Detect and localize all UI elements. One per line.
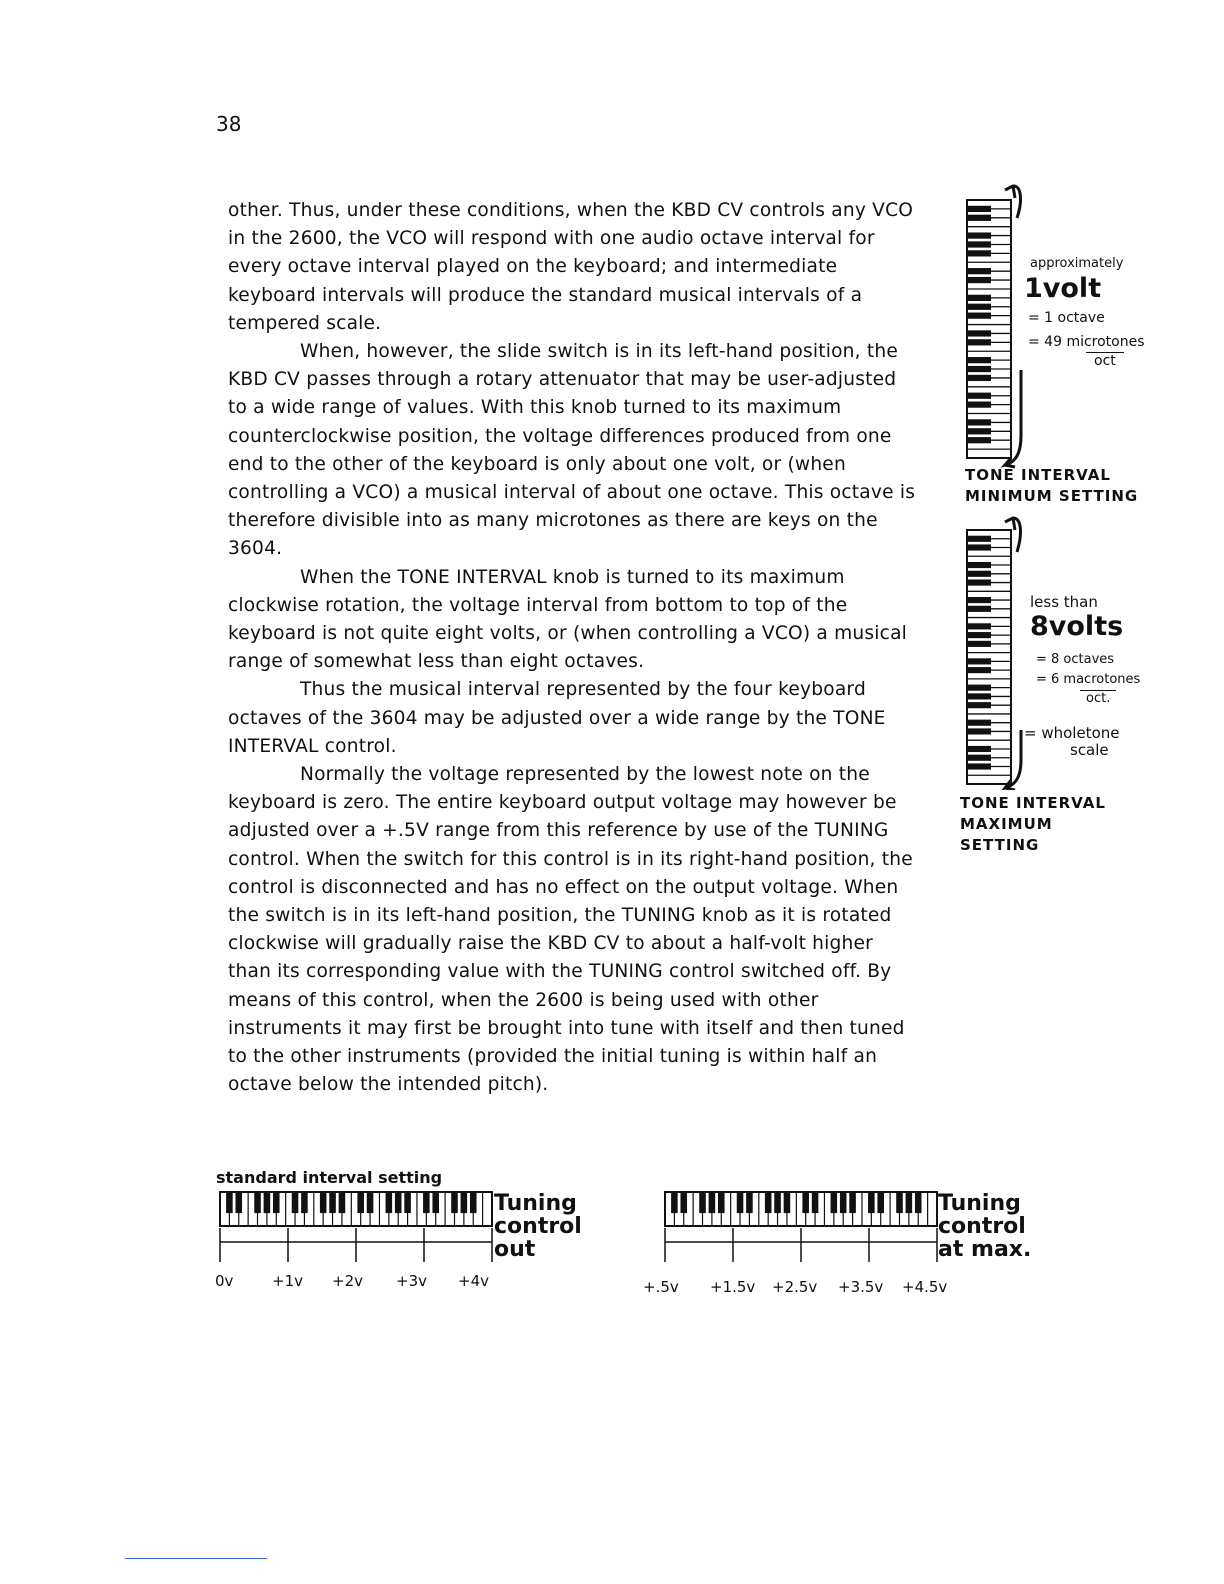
keyboard-max-diagram bbox=[965, 510, 1055, 790]
black-key bbox=[254, 1192, 261, 1213]
black-key bbox=[967, 206, 991, 212]
black-key bbox=[967, 402, 991, 408]
black-key bbox=[967, 632, 991, 638]
black-key bbox=[967, 437, 991, 443]
anno-one-octave: = 1 octave bbox=[1028, 310, 1105, 326]
black-key bbox=[868, 1192, 875, 1213]
black-key bbox=[967, 313, 991, 319]
black-key bbox=[967, 755, 991, 761]
black-key bbox=[915, 1192, 922, 1213]
footnote-rule bbox=[125, 1558, 267, 1559]
body-paragraph: Thus the musical interval represented by the four keyboard octaves of the 3604 may be adjusted over a wide range by the TONE INTERVAL control. bbox=[228, 679, 886, 757]
black-key bbox=[320, 1192, 327, 1213]
black-key bbox=[967, 728, 991, 734]
caption-max-line3: SETTING bbox=[960, 836, 1040, 854]
black-key bbox=[802, 1192, 809, 1213]
caption-min-line1: TONE INTERVAL bbox=[965, 466, 1111, 484]
tuning-max-line1: Tuning bbox=[938, 1191, 1021, 1216]
tick-label: +4.5v bbox=[902, 1278, 948, 1296]
black-key bbox=[967, 241, 991, 247]
black-key bbox=[329, 1192, 336, 1213]
black-key bbox=[906, 1192, 913, 1213]
black-key bbox=[967, 544, 991, 550]
black-key bbox=[451, 1192, 458, 1213]
black-key bbox=[967, 250, 991, 256]
black-key bbox=[404, 1192, 411, 1213]
black-key bbox=[967, 597, 991, 603]
black-key bbox=[709, 1192, 716, 1213]
black-key bbox=[367, 1192, 374, 1213]
black-key bbox=[967, 304, 991, 310]
black-key bbox=[967, 536, 991, 542]
anno-wholetone: = wholetone bbox=[1024, 724, 1120, 742]
anno-one-volt: 1volt bbox=[1024, 273, 1102, 304]
anno-macrotones: = 6 macrotones bbox=[1036, 672, 1141, 687]
tick-label: +.5v bbox=[643, 1278, 679, 1296]
anno-oct-max: oct. bbox=[1080, 690, 1116, 707]
black-key bbox=[967, 667, 991, 673]
black-key bbox=[877, 1192, 884, 1213]
tuning-max-label bbox=[938, 1192, 1031, 1261]
tuning-out-line2: control bbox=[494, 1214, 582, 1239]
black-key bbox=[671, 1192, 678, 1213]
black-key bbox=[967, 339, 991, 345]
black-key bbox=[699, 1192, 706, 1213]
tick-label: 0v bbox=[215, 1272, 234, 1290]
black-key bbox=[784, 1192, 791, 1213]
black-key bbox=[812, 1192, 819, 1213]
black-key bbox=[967, 232, 991, 238]
black-key bbox=[680, 1192, 687, 1213]
standard-interval-label: standard interval setting bbox=[216, 1168, 443, 1187]
tuning-max-line3: at max. bbox=[938, 1237, 1032, 1262]
black-key bbox=[339, 1192, 346, 1213]
black-key bbox=[357, 1192, 364, 1213]
black-key bbox=[737, 1192, 744, 1213]
keyboard-standard-diagram bbox=[218, 1190, 498, 1270]
black-key bbox=[967, 375, 991, 381]
black-key bbox=[967, 428, 991, 434]
black-key bbox=[718, 1192, 725, 1213]
black-key bbox=[967, 277, 991, 283]
black-key bbox=[301, 1192, 308, 1213]
tick-label: +2v bbox=[332, 1272, 363, 1290]
black-key bbox=[967, 606, 991, 612]
anno-eight-volts: 8volts bbox=[1030, 611, 1124, 642]
body-text bbox=[228, 197, 918, 1100]
black-key bbox=[967, 702, 991, 708]
black-key bbox=[967, 215, 991, 221]
black-key bbox=[432, 1192, 439, 1213]
caption-max-setting bbox=[960, 793, 1106, 856]
black-key bbox=[774, 1192, 781, 1213]
black-key bbox=[967, 763, 991, 769]
anno-approx: approximately bbox=[1030, 256, 1124, 271]
tick-label: +1v bbox=[272, 1272, 303, 1290]
black-key bbox=[470, 1192, 477, 1213]
black-key bbox=[395, 1192, 402, 1213]
black-key bbox=[967, 268, 991, 274]
black-key bbox=[840, 1192, 847, 1213]
black-key bbox=[264, 1192, 271, 1213]
black-key bbox=[831, 1192, 838, 1213]
black-key bbox=[386, 1192, 393, 1213]
black-key bbox=[967, 720, 991, 726]
black-key bbox=[967, 393, 991, 399]
anno-scale: scale bbox=[1070, 741, 1109, 759]
body-paragraph: When, however, the slide switch is in its left-hand position, the KBD CV passes through a rotary attenuator that may be user-adjusted to a wide range of values. With this knob turned to its maximum counterclockwise position, the voltage differences produced from one end to the other of the keyboard is only about one volt, or (when controlling a VCO) a musical interval of about one octave. This octave is therefore divisible into as many microtones as there are keys on the 3604. bbox=[228, 341, 916, 560]
black-key bbox=[461, 1192, 468, 1213]
tuning-max-line2: control bbox=[938, 1214, 1026, 1239]
black-key bbox=[849, 1192, 856, 1213]
black-key bbox=[967, 366, 991, 372]
keyboard-tuning-max-diagram bbox=[663, 1190, 943, 1270]
black-key bbox=[967, 419, 991, 425]
caption-min-setting bbox=[965, 465, 1138, 507]
black-key bbox=[967, 579, 991, 585]
black-key bbox=[273, 1192, 280, 1213]
black-key bbox=[967, 641, 991, 647]
black-key bbox=[967, 693, 991, 699]
caption-max-line1: TONE INTERVAL bbox=[960, 794, 1106, 812]
black-key bbox=[967, 562, 991, 568]
body-paragraph: other. Thus, under these conditions, when the KBD CV controls any VCO in the 2600, the VCO will respond with one audio octave interval for every octave interval played on the keyboard; and intermediate keyboard intervals will produce the standard musical intervals of a tempered scale. bbox=[228, 200, 914, 334]
body-paragraph: When the TONE INTERVAL knob is turned to its maximum clockwise rotation, the voltage interval from bottom to top of the keyboard is not quite eight volts, or (when controlling a VCO) a musical range of somewhat less than eight octaves. bbox=[228, 566, 908, 673]
black-key bbox=[292, 1192, 299, 1213]
black-key bbox=[967, 571, 991, 577]
black-key bbox=[967, 623, 991, 629]
anno-microtones: = 49 microtones bbox=[1028, 334, 1145, 350]
black-key bbox=[967, 330, 991, 336]
black-key bbox=[896, 1192, 903, 1213]
black-key bbox=[746, 1192, 753, 1213]
anno-eight-octaves: = 8 octaves bbox=[1036, 652, 1115, 667]
tuning-out-line3: out bbox=[494, 1237, 536, 1262]
tick-label: +2.5v bbox=[772, 1278, 818, 1296]
tuning-out-line1: Tuning bbox=[494, 1191, 577, 1216]
black-key bbox=[967, 685, 991, 691]
black-key bbox=[235, 1192, 242, 1213]
anno-oct-min: oct bbox=[1086, 352, 1124, 369]
body-paragraph: Normally the voltage represented by the lowest note on the keyboard is zero. The entire keyboard output voltage may however be adjusted over a +.5V range from this reference by use of the TUNING control. When the switch for this control is in its right-hand position, the control is disconnected and has no effect on the output voltage. When the switch is in its left-hand position, the TUNING knob as it is rotated clockwise will gradually raise the KBD CV to about a half-volt higher than its corresponding value with the TUNING control switched off. By means of this control, when the 2600 is being used with other instruments it may first be brought into tune with itself and then tuned to the other instruments (provided the initial tuning is within half an octave below the intended pitch). bbox=[228, 764, 913, 1096]
tuning-out-label bbox=[494, 1192, 582, 1261]
page-number: 38 bbox=[216, 112, 242, 136]
tick-label: +3v bbox=[396, 1272, 427, 1290]
caption-min-line2: MINIMUM SETTING bbox=[965, 487, 1139, 505]
tick-label: +1.5v bbox=[710, 1278, 756, 1296]
tick-label: +3.5v bbox=[838, 1278, 884, 1296]
black-key bbox=[423, 1192, 430, 1213]
black-key bbox=[967, 295, 991, 301]
caption-max-line2: MAXIMUM bbox=[960, 815, 1053, 833]
black-key bbox=[967, 658, 991, 664]
black-key bbox=[765, 1192, 772, 1213]
black-key bbox=[967, 357, 991, 363]
black-key bbox=[967, 746, 991, 752]
black-key bbox=[226, 1192, 233, 1213]
tick-label: +4v bbox=[458, 1272, 489, 1290]
anno-less-than: less than bbox=[1030, 593, 1098, 611]
